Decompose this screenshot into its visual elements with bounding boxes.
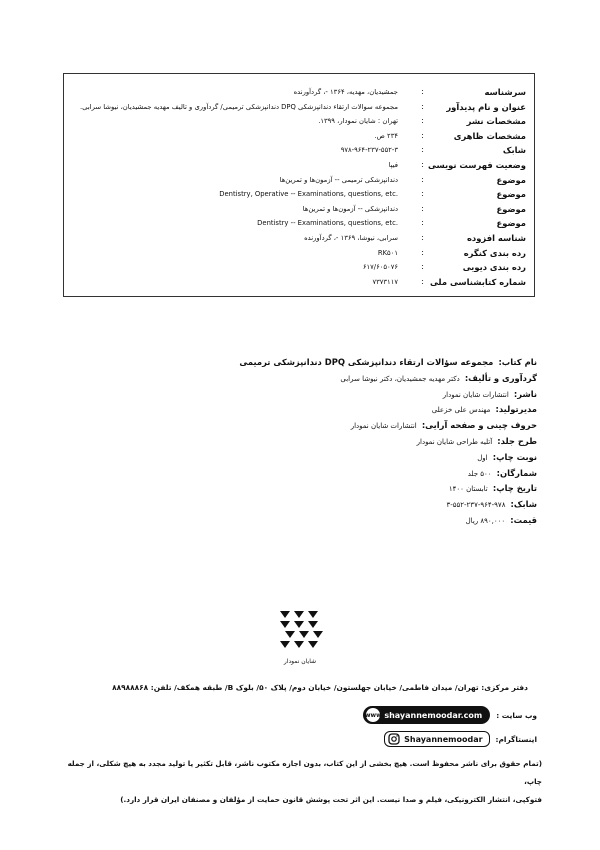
colophon-value: مهندس علی خزعلی [431, 406, 491, 415]
cip-colon: : [421, 87, 424, 96]
cip-colon: : [421, 218, 424, 228]
instagram-link[interactable] [384, 731, 489, 747]
cip-row [72, 276, 526, 288]
copyright-line-2: فتوکپی، انتشار الکترونیکی، فیلم و صدا نیست. این اثر تحت پوشش قانون حمایت از مؤلفان و مصنفان ایران قرار دارد.) [120, 795, 542, 804]
colophon-label: شابک: [510, 499, 537, 510]
cip-row [72, 247, 526, 259]
colophon-row [117, 368, 537, 384]
colophon-value: ۵۰۰ جلد [467, 469, 492, 478]
cip-row [72, 115, 526, 127]
colophon-value: دکتر مهدیه جمشیدیان، دکتر نیوشا سرابی [340, 374, 460, 383]
cip-colon: : [421, 233, 424, 242]
cip-label: مشخصات ظاهری [453, 130, 526, 141]
colophon-label: طرح جلد: [497, 435, 537, 446]
cip-value: Dentistry -- Examinations, questions, etc. [257, 219, 398, 228]
colophon-label: حروف چینی و صفحه آرایی: [421, 420, 537, 431]
cip-colon: : [421, 101, 424, 111]
cip-row [72, 86, 526, 98]
cip-label: مشخصات نشر [466, 116, 526, 127]
cip-label: وضعیت فهرست نویسی [427, 160, 526, 170]
cip-value: جمشیدیان، مهدیه، ۱۳۶۴ -، گردآورنده [293, 88, 398, 96]
copyright-line-1: (تمام حقوق برای ناشر محفوظ است. هیچ بخشی از این کتاب، بدون اجازه مکتوب ناشر، قابل تکثیر یا تولید مجدد به هیچ شکلی، از جمله چاپ، [67, 759, 542, 786]
cip-row [72, 203, 526, 215]
cip-value: سرابی، نیوشا، ۱۳۶۹ -، گردآورنده [304, 234, 398, 242]
cip-value: ۹۷۸-۹۶۴-۲۳۷-۵۵۲-۳ [340, 146, 398, 155]
website-link[interactable] [363, 706, 490, 724]
cip-value: تهران : شایان نمودار، ۱۳۹۹. [318, 117, 398, 126]
cataloging-box [63, 73, 535, 297]
colophon-row [117, 510, 537, 526]
cip-label: شناسه افزوده [466, 233, 526, 243]
colophon-row [117, 494, 537, 510]
cip-value: دندانپزشکی ترمیمی -- آزمون‌ها و تمرین‌ها [279, 175, 398, 184]
instagram-icon [388, 733, 400, 745]
cip-colon: : [421, 145, 424, 155]
colophon-value: آتلیه طراحی شایان نمودار [416, 437, 493, 446]
website-row [363, 706, 537, 724]
colophon-row [117, 431, 537, 447]
cip-row [72, 159, 526, 171]
www-icon: www [366, 708, 380, 722]
publisher-logo-icon [276, 607, 324, 655]
website-label: وب سایت : [496, 710, 537, 720]
cip-value: مجموعه سوالات ارتقاء دندانپزشکی DPQ دندانپزشکی ترمیمی/ گردآوری و تالیف مهدیه جمشیدیان، نیوشا سرابی. [80, 102, 398, 111]
colophon-label: مدیرتولید: [495, 404, 537, 415]
cip-value: فیپا [388, 161, 398, 169]
colophon-row [117, 447, 537, 463]
cip-row [72, 232, 526, 244]
copyright-notice [58, 755, 542, 809]
colophon [117, 352, 537, 526]
colophon-label: تاریخ چاپ: [492, 483, 537, 494]
cip-row [72, 261, 526, 273]
cip-value: Dentistry, Operative -- Examinations, questions, etc. [219, 190, 398, 199]
cip-value: RK۵۰۱ [377, 248, 398, 257]
colophon-value: ۸۹۰,۰۰۰ ریال [465, 516, 506, 525]
cip-colon: : [421, 276, 424, 286]
cip-label: موضوع [496, 189, 526, 200]
cip-row [72, 101, 526, 113]
cip-row [72, 217, 526, 229]
cip-colon: : [421, 203, 424, 213]
cip-value: ۷۳۷۳۱۱۷ [372, 277, 398, 286]
colophon-row [117, 352, 537, 368]
cip-label: شابک [502, 145, 526, 156]
cip-colon: : [421, 189, 424, 199]
cip-colon: : [421, 116, 424, 126]
cip-value: ۶۱۷/۶۰۵۰۷۶ [362, 263, 398, 272]
cip-value: دندانپزشکی -- آزمون‌ها و تمرین‌ها [302, 204, 398, 213]
cip-value: ۲۳۴ ص. [374, 131, 398, 140]
colophon-value: انتشارات شایان نمودار [442, 390, 509, 399]
colophon-value: اول [477, 453, 488, 462]
cip-label: رده بندی کنگره [463, 247, 526, 258]
cip-label: رده بندی دیویی [462, 262, 526, 273]
instagram-handle: Shayannemoodar [404, 734, 483, 744]
colophon-value: ۹۷۸-۹۶۴-۲۳۷-۵۵۲-۳ [446, 501, 506, 510]
cip-row [72, 188, 526, 200]
colophon-label: قیمت: [510, 514, 537, 525]
colophon-row [117, 463, 537, 479]
cip-label: عنوان و نام پدیدآور [446, 101, 526, 112]
colophon-label: شمارگان: [496, 467, 537, 478]
cip-row [72, 174, 526, 186]
colophon-label: گردآوری و تألیف: [464, 372, 537, 383]
colophon-row [117, 478, 537, 494]
colophon-value: انتشارات شایان نمودار [350, 422, 417, 431]
colophon-value: تابستان ۱۴۰۰ [448, 485, 488, 494]
cip-colon: : [421, 130, 424, 140]
cip-label: موضوع [496, 174, 526, 185]
instagram-label: اینستاگرام: [495, 734, 537, 744]
cip-colon: : [421, 247, 424, 257]
cip-row [72, 130, 526, 142]
website-url: shayannemoodar.com [384, 710, 483, 720]
colophon-row [117, 399, 537, 415]
cip-colon: : [421, 174, 424, 184]
instagram-row [384, 730, 537, 748]
cip-label: سرشناسه [484, 87, 526, 97]
colophon-row [117, 415, 537, 431]
cip-label: موضوع [496, 203, 526, 214]
publisher-logo-name: شایان نمودار [283, 658, 317, 665]
colophon-value: مجموعه سؤالات ارتقاء دندانپزشکی DPQ دندانپزشکی ترمیمی [239, 357, 494, 367]
cip-colon: : [421, 160, 424, 169]
cip-row [72, 144, 526, 156]
colophon-label: نوبت چاپ: [492, 451, 537, 462]
colophon-label: نام کتاب: [498, 357, 537, 367]
cip-label: موضوع [496, 218, 526, 229]
cip-colon: : [421, 262, 424, 272]
colophon-row [117, 384, 537, 400]
colophon-label: ناشر: [513, 388, 537, 399]
cip-label: شماره کتابشناسی ملی [429, 276, 526, 287]
publisher-address: دفتر مرکزی: تهران/ میدان فاطمی/ خیابان جهلستون/ خیابان دوم/ پلاک ۵۰/ بلوک B/ طبقه همکف/ تلفن: ۸۸۹۸۸۸۶۸ [112, 683, 528, 692]
